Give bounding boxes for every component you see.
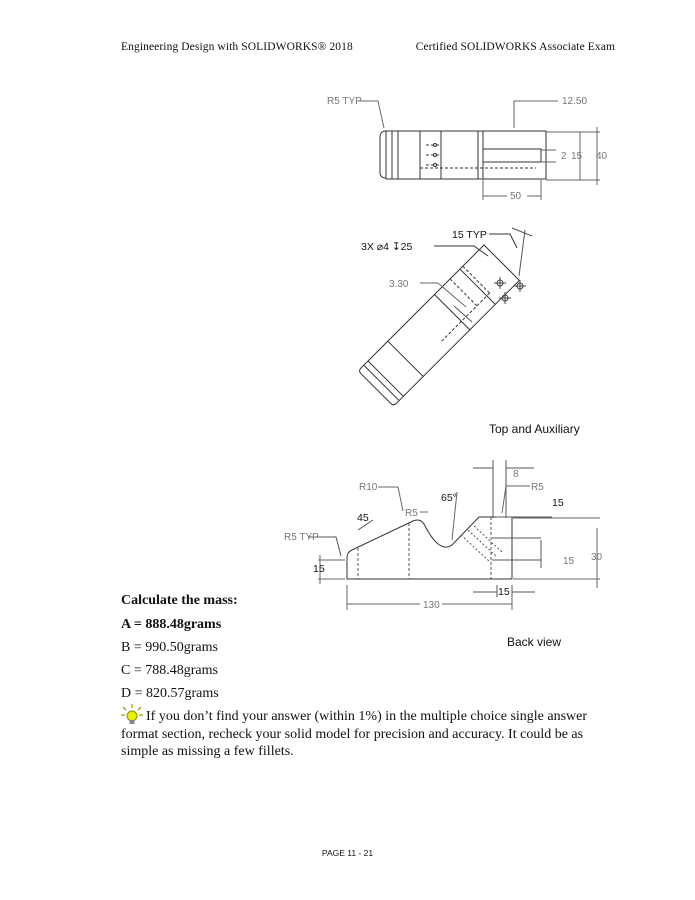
label-15-typ: 15 TYP [452, 229, 487, 241]
back-view [308, 460, 600, 610]
label-50: 50 [510, 191, 522, 202]
header-left: Engineering Design with SOLIDWORKS® 2018 [121, 41, 353, 53]
page-number: PAGE 11 - 21 [321, 848, 374, 858]
label-30: 30 [591, 552, 603, 563]
label-2: 2 [561, 151, 567, 162]
auxiliary-view [358, 228, 532, 406]
label-12-50: 12.50 [562, 96, 588, 107]
label-r10: R10 [359, 482, 378, 493]
label-8: 8 [513, 469, 519, 480]
tip-text: If you don’t find your answer (within 1%) in the multiple choice single answer format section, recheck your solid model for precision and accuracy. It could be as simple as missing a few fillets. [121, 709, 588, 759]
label-r5-mid: R5 [405, 508, 418, 519]
label-3-30: 3.30 [389, 279, 409, 290]
label-15-top: 15 [571, 151, 583, 162]
label-15-bottom: 15 [498, 586, 510, 598]
choice-c[interactable]: C = 788.48grams [121, 663, 218, 678]
choice-d[interactable]: D = 820.57grams [121, 686, 219, 701]
label-back-view: Back view [507, 635, 562, 649]
hole-callout: 3X ⌀4 ↧25 [361, 241, 413, 253]
label-40: 40 [596, 151, 608, 162]
label-r5-typ-top: R5 TYP [327, 96, 362, 107]
label-15-right: 15 [563, 556, 575, 567]
label-130: 130 [423, 600, 440, 611]
label-r5-typ-back: R5 TYP [284, 532, 319, 543]
label-r5-right: R5 [531, 482, 544, 493]
label-top-and-auxiliary: Top and Auxiliary [489, 422, 580, 436]
question-title: Calculate the mass: [121, 593, 238, 608]
header-right: Certified SOLIDWORKS Associate Exam [415, 41, 615, 53]
label-65-deg: 65° [441, 492, 457, 504]
label-15-left: 15 [313, 563, 325, 575]
choice-a[interactable]: A = 888.48grams [121, 617, 222, 632]
label-45: 45 [357, 512, 369, 524]
label-15-upper: 15 [552, 497, 564, 509]
choice-b[interactable]: B = 990.50grams [121, 640, 218, 655]
